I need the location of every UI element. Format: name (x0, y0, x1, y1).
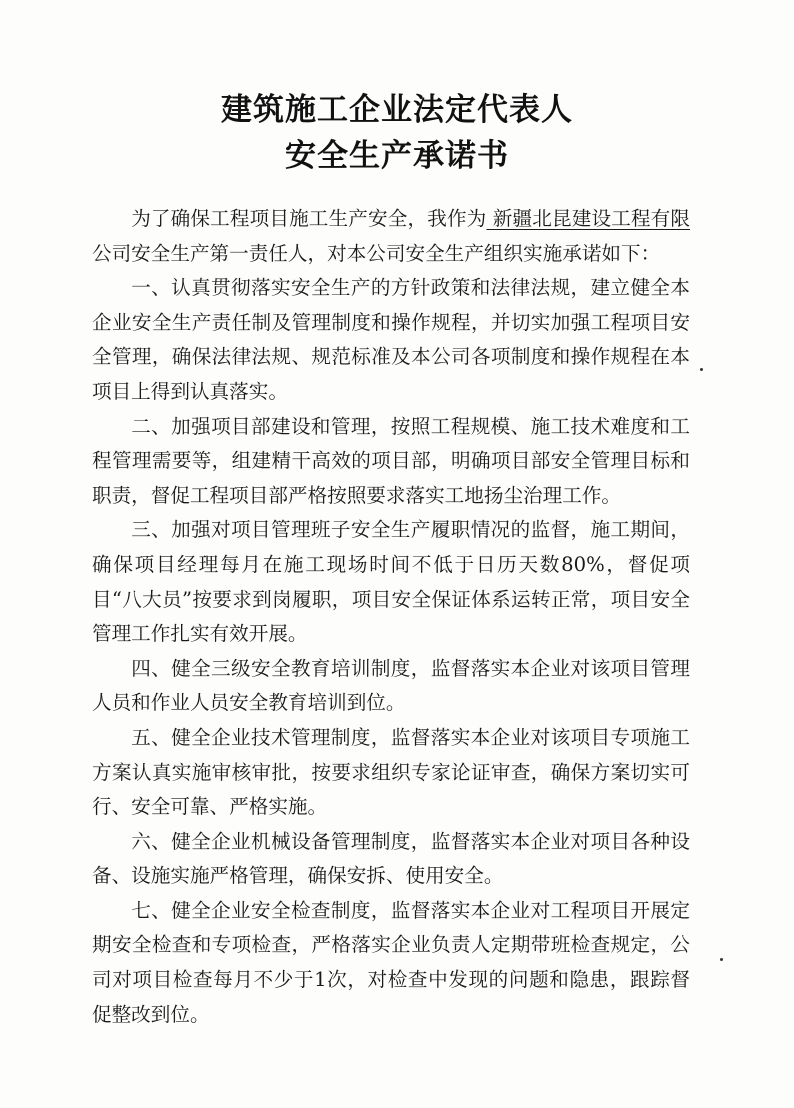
intro-text-after: 公司安全生产第一责任人，对本公司安全生产组织实施承诺如下： (92, 241, 661, 265)
pledge-item-2: 二、加强项目部建设和管理，按照工程规模、施工技术难度和工程管理需要等，组建精干高效的项目部，明确项目部安全管理目标和职责，督促工程项目部严格按照要求落实工地扬尘治理工作。 (92, 414, 690, 507)
company-name: 新疆北昆建设工程有限 (486, 207, 690, 230)
pledge-item-3: 三、加强对项目管理班子安全生产履职情况的监督，施工期间，确保项目经理每月在施工现场时间不低于日历天数80%，督促项目“八大员”按要求到岗履职，项目安全保证体系运转正常，项目安全管理工作扎实有效开展。 (92, 518, 690, 646)
pledge-item-6: 六、健全企业机械设备管理制度，监督落实本企业对项目各种设备、设施实施严格管理，确保安拆、使用安全。 (92, 829, 690, 888)
pledge-item-4: 四、健全三级安全教育培训制度，监督落实本企业对该项目管理人员和作业人员安全教育培训到位。 (92, 656, 690, 715)
pledge-item-1: 一、认真贯彻落实安全生产的方针政策和法律法规，建立健全本企业安全生产责任制及管理制度和操作规程，并切实加强工程项目安全管理，确保法律法规、规范标准及本公司各项制度和操作规程在本项目上得到认真落实。 (92, 276, 690, 403)
document-title-line-2: 安全生产承诺书 (285, 138, 509, 174)
intro-text-before: 为了确保工程项目施工生产安全，我作为 (131, 207, 487, 230)
scan-speck (720, 958, 723, 961)
document-body (92, 202, 690, 1032)
scan-speck (700, 368, 703, 371)
intro-paragraph (92, 202, 690, 271)
pledge-item-5: 五、健全企业技术管理制度，监督落实本企业对该项目专项施工方案认真实施审核审批，按要求组织专家论证审查，确保方案切实可行、安全可靠、严格实施。 (92, 725, 690, 819)
document-title-line-1: 建筑施工企业法定代表人 (221, 92, 573, 128)
pledge-item-7: 七、健全企业安全检查制度，监督落实本企业对工程项目开展定期安全检查和专项检查，严格落实企业负责人定期带班检查规定，公司对项目检查每月不少于1次，对检查中发现的问题和隐患，跟踪督促整改到位。 (92, 898, 690, 1026)
